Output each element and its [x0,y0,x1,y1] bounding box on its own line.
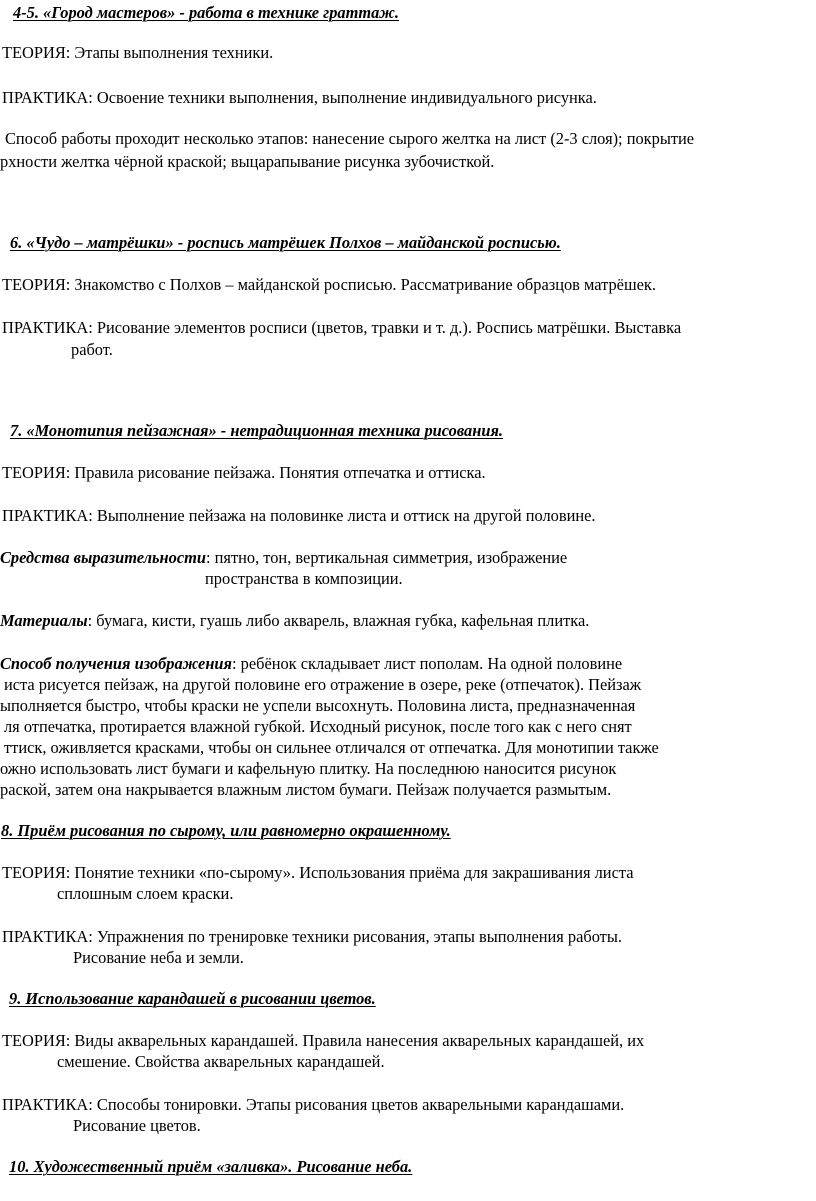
method-label: Способ получения изображения [0,654,232,673]
means-line-cont: пространства в композиции. [205,569,403,588]
method-paragraph-line: ля отпечатка, протирается влажной губкой. Исходный рисунок, после того как с него снят [4,717,632,736]
method-note-line: Способ работы проходит несколько этапов: нанесение сырого желтка на лист (2-3 слоя); покрытие [5,129,695,148]
section-heading-10: 10. Художественный приём «заливка». Рисование неба. [9,1157,413,1176]
practice-line: ПРАКТИКА: Освоение техники выполнения, выполнение индивидуального рисунка. [2,88,597,107]
section-heading-4-5: 4-5. «Город мастеров» - работа в технике граттаж. [13,3,400,22]
section-heading-8: 8. Приём рисования по сырому, или равномерно окрашенному. [1,821,451,840]
practice-line-cont: Рисование неба и земли. [73,948,244,967]
method-paragraph-line: иста рисуется пейзаж, на другой половине его отражение в озере, реке (отпечаток). Пейзаж [4,675,642,694]
theory-line: ТЕОРИЯ: Понятие техники «по-сырому». Использования приёма для закрашивания листа [2,863,634,882]
practice-line-cont: Рисование цветов. [73,1116,201,1135]
means-line [0,550,567,566]
theory-line: ТЕОРИЯ: Виды акварельных карандашей. Правила нанесения акварельных карандашей, их [2,1031,645,1050]
theory-line-cont: сплошным слоем краски. [57,884,234,903]
materials-label: Материалы [0,611,88,630]
materials-text: : бумага, кисти, гуашь либо акварель, влажная губка, кафельная плитка. [87,611,590,630]
method-line [0,656,622,672]
method-text: : ребёнок складывает лист пополам. На одной половине [231,654,623,673]
method-paragraph-line: ожно использовать лист бумаги и кафельную плитку. На последнюю наносится рисунок [0,759,617,778]
theory-line: ТЕОРИЯ: Правила рисование пейзажа. Понятия отпечатка и оттиска. [2,463,486,482]
theory-line-cont: смешение. Свойства акварельных карандашей. [57,1052,385,1071]
method-paragraph-line: ыполняется быстро, чтобы краски не успели высохнуть. Половина листа, предназначенная [0,696,636,715]
method-note-line: рхности желтка чёрной краской; выцарапывание рисунка зубочисткой. [0,152,495,171]
materials-line [0,613,589,629]
theory-line: ТЕОРИЯ: Этапы выполнения техники. [2,43,274,62]
practice-line-cont: работ. [71,340,113,359]
section-heading-9: 9. Использование карандашей в рисовании цветов. [9,989,376,1008]
means-text: : пятно, тон, вертикальная симметрия, изображение [206,548,568,567]
practice-line: ПРАКТИКА: Способы тонировки. Этапы рисования цветов акварельными карандашами. [2,1095,625,1114]
practice-line: ПРАКТИКА: Рисование элементов росписи (цветов, травки и т. д.). Роспись матрёшки. Выставка [2,318,682,337]
method-paragraph-line: раской, затем она накрывается влажным листом бумаги. Пейзаж получается размытым. [0,780,612,799]
theory-line: ТЕОРИЯ: Знакомство с Полхов – майданской росписью. Рассматривание образцов матрёшек. [2,275,656,294]
means-label: Средства выразительности [0,548,206,567]
section-heading-6: 6. «Чудо – матрёшки» - роспись матрёшек Полхов – майданской росписью. [10,233,561,252]
method-paragraph-line: ттиск, оживляется красками, чтобы он сильнее отличался от отпечатка. Для монотипии также [4,738,659,757]
section-heading-7: 7. «Монотипия пейзажная» - нетрадиционная техника рисования. [10,421,503,440]
practice-line: ПРАКТИКА: Упражнения по тренировке техники рисования, этапы выполнения работы. [2,927,622,946]
practice-line: ПРАКТИКА: Выполнение пейзажа на половинке листа и оттиск на другой половине. [2,506,596,525]
